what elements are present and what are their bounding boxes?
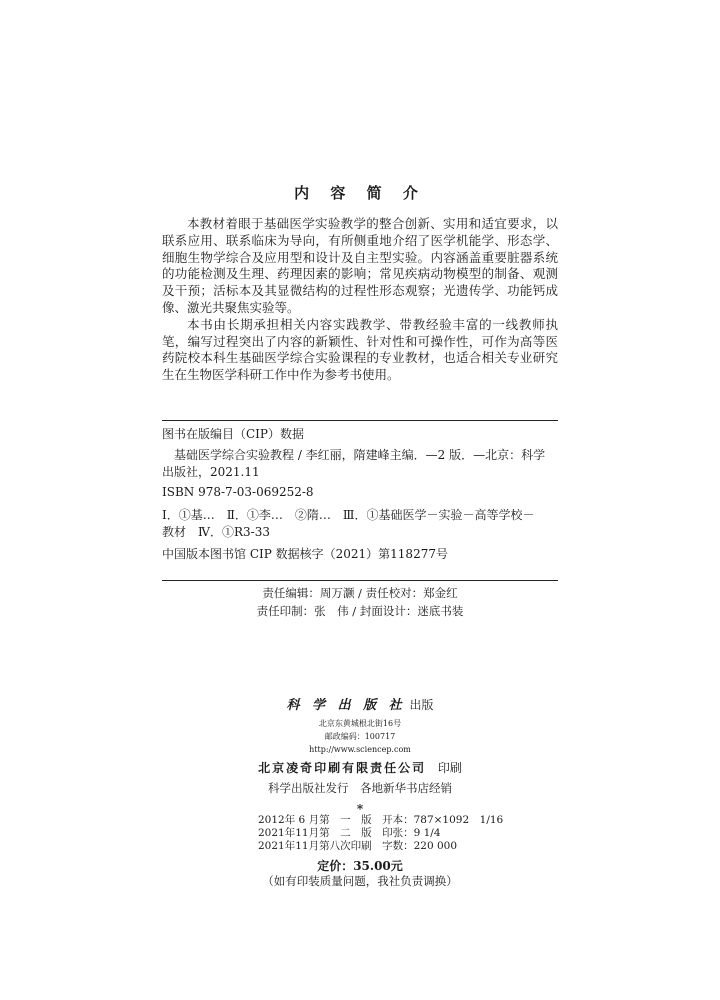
intro-body [162, 216, 558, 384]
cip-isbn: ISBN 978-7-03-069252-8 [162, 485, 314, 499]
cip-top-rule [162, 420, 558, 421]
edition-row-1: 2012年 6 月第 一 版 开本：787×1092 1/16 [258, 814, 504, 826]
cip-classification-line-1: Ⅰ．①基… Ⅱ．①李… ②隋… Ⅲ．①基础医学－实验－高等学校－ [162, 508, 535, 522]
credits-production: 责任印制：张 伟 / 封面设计：迷底书装 [256, 604, 464, 618]
intro-paragraph-1: 本教材着眼于基础医学实验教学的整合创新、实用和适宜要求，以联系应用、联系临床为导向，有所侧重地介绍了医学机能学、形态学、细胞生物学综合及应用型和设计及自主型实验。内容涵盖重要脏器系统的功能检测及生理、药理因素的影响；常见疾病动物模型的制备、观测及干预；活标本及其显微结构的过程性形态观察；光遗传学、功能钙成像、激光共聚焦实验等。 [162, 216, 558, 315]
printer-name: 北京凌奇印刷有限责任公司 [258, 761, 427, 775]
edition-block [258, 814, 578, 853]
distribution-line: 科学出版社发行 各地新华书店经销 [268, 781, 452, 795]
quality-note: （如有印装质量问题，我社负责调换） [262, 874, 458, 888]
cip-heading: 图书在版编目（CIP）数据 [162, 427, 304, 441]
publisher-website: http://www.sciencep.com [309, 745, 411, 754]
price: 定价：35.00元 [317, 859, 403, 873]
cip-block [162, 426, 558, 563]
publisher-name: 科 学 出 版 社 [286, 698, 406, 713]
credits-block [0, 584, 720, 620]
publisher-block [0, 694, 720, 816]
publisher-suffix: 出版 [409, 698, 434, 712]
credits-editors: 责任编辑：周万灏 / 责任校对：郑金红 [262, 586, 458, 600]
publisher-postcode: 邮政编码：100717 [324, 732, 396, 741]
cip-bibliographic-line-2: 出版社，2021.11 [162, 465, 260, 479]
cip-bottom-rule [162, 580, 558, 581]
publisher-address: 北京东黄城根北街16号 [318, 719, 402, 728]
edition-row-2: 2021年11月第 二 版 印张：9 1/4 [258, 827, 441, 839]
intro-title: 内 容 简 介 [294, 184, 426, 202]
cip-bibliographic-line-1: 基础医学综合实验教程 / 李红丽，隋建峰主编．—2 版．—北京：科学 [174, 448, 546, 462]
cip-verification: 中国版本图书馆 CIP 数据核字（2021）第118277号 [162, 547, 448, 561]
cip-classification-line-2: 教材 Ⅳ．①R3-33 [162, 525, 270, 539]
printer-suffix: 印刷 [437, 761, 462, 775]
edition-row-3: 2021年11月第八次印刷 字数：220 000 [258, 840, 458, 852]
intro-paragraph-2: 本书由长期承担相关内容实践教学、带教经验丰富的一线教师执笔，编写过程突出了内容的新颖性、针对性和可操作性，可作为高等医药院校本科生基础医学综合实验课程的专业教材，也适合相关专业研究生在生物医学科研工作中作为参考书使用。 [162, 316, 558, 383]
separator-star: * [356, 802, 364, 816]
